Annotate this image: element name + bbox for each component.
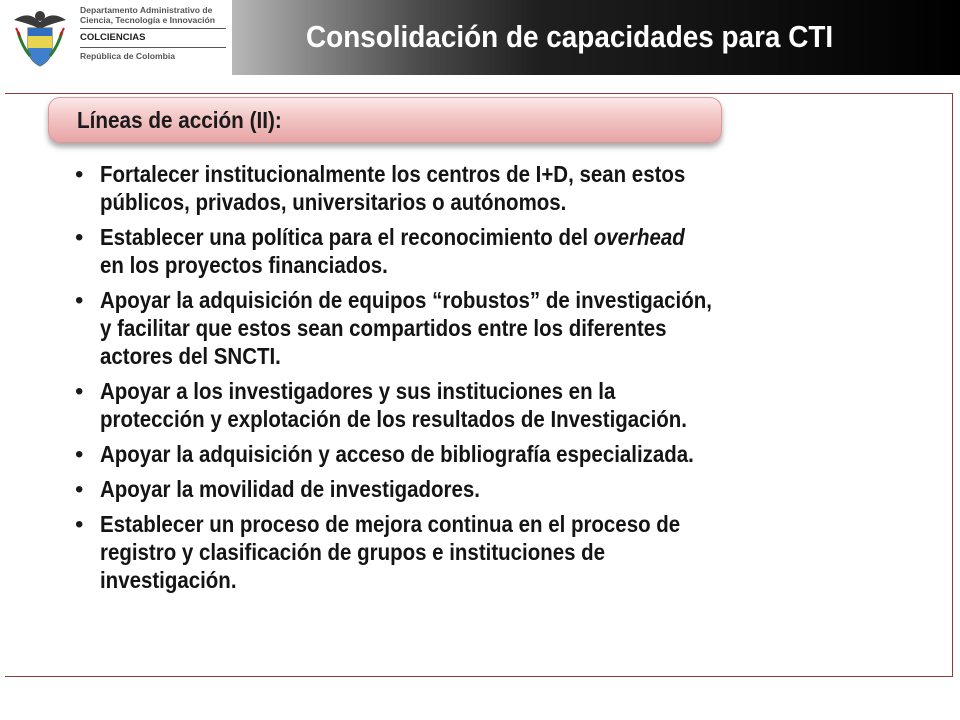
bullet-text: Establecer una política para el reconocimiento del overhead en los proyectos financiados. bbox=[100, 224, 685, 278]
agency-line-2: Ciencia, Tecnología e Innovación bbox=[80, 15, 215, 25]
bullet-list bbox=[75, 160, 935, 601]
section-heading-label: Líneas de acción (II): bbox=[77, 107, 282, 133]
bullet-item bbox=[75, 510, 935, 594]
bullet-item bbox=[75, 286, 935, 370]
bullet-text: Apoyar la adquisición de equipos “robustos” de investigación, y facilitar que estos sean compartidos entre los diferentes actores del SNCTI. bbox=[100, 287, 712, 369]
bullet-item bbox=[75, 377, 935, 433]
bullet-item bbox=[75, 160, 935, 216]
agency-brand: COLCIENCIAS bbox=[80, 32, 146, 43]
emphasis-term: overhead bbox=[593, 224, 685, 250]
agency-identity bbox=[80, 5, 230, 61]
slide-title: Consolidación de capacidades para CTI bbox=[306, 19, 834, 54]
colombia-coat-of-arms-icon bbox=[8, 6, 72, 70]
logo-area bbox=[0, 0, 232, 75]
bullet-dot-icon: • bbox=[75, 511, 84, 538]
bullet-item bbox=[75, 475, 935, 503]
bullet-text: Apoyar a los investigadores y sus instituciones en la protección y explotación de los resultados de Investigación. bbox=[100, 378, 687, 432]
bullet-dot-icon: • bbox=[75, 476, 84, 503]
bullet-text: Apoyar la adquisición y acceso de bibliografía especializada. bbox=[100, 441, 694, 467]
agency-line-1: Departamento Administrativo de bbox=[80, 5, 213, 15]
bullet-item bbox=[75, 440, 935, 468]
section-heading bbox=[48, 97, 722, 143]
bullet-dot-icon: • bbox=[75, 224, 84, 251]
bullet-item bbox=[75, 223, 935, 279]
bullet-dot-icon: • bbox=[75, 441, 84, 468]
bullet-dot-icon: • bbox=[75, 161, 84, 188]
agency-divider bbox=[80, 28, 226, 29]
bullet-text: Establecer un proceso de mejora continua en el proceso de registro y clasificación de grupos e instituciones de investigación. bbox=[100, 511, 681, 593]
bullet-text: Apoyar la movilidad de investigadores. bbox=[100, 476, 480, 502]
bullet-dot-icon: • bbox=[75, 378, 84, 405]
agency-country: República de Colombia bbox=[80, 51, 176, 61]
header-bar bbox=[0, 0, 960, 75]
agency-divider-2 bbox=[80, 47, 226, 48]
bullet-dot-icon: • bbox=[75, 287, 84, 314]
bullet-text: Fortalecer institucionalmente los centros de I+D, sean estos públicos, privados, universitarios o autónomos. bbox=[100, 161, 686, 215]
